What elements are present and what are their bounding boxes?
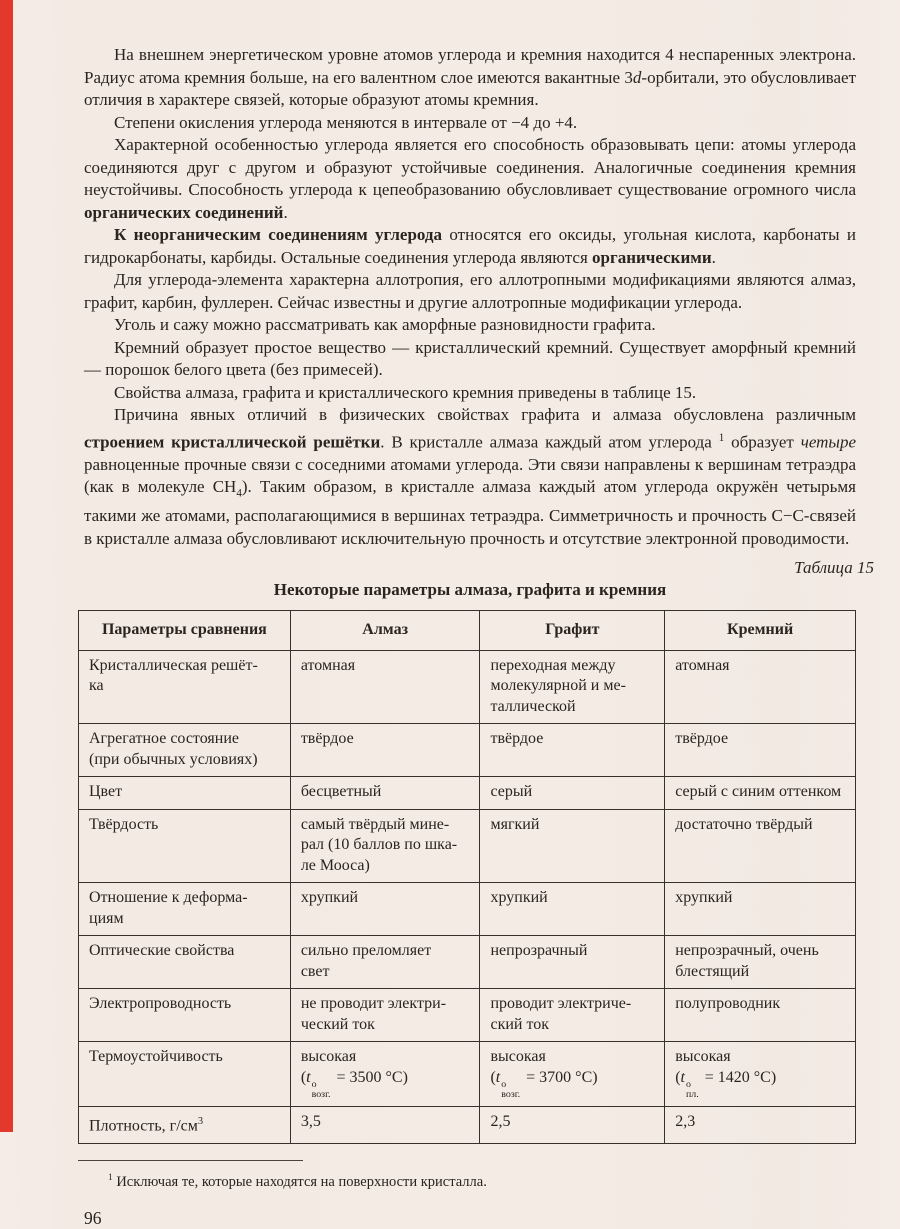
table-cell: сильно преломляет свет	[290, 936, 480, 989]
table-cell: 2,5	[480, 1107, 665, 1144]
table-cell: Термоустойчивость	[79, 1042, 291, 1107]
scan-edge-red-strip	[0, 0, 13, 1132]
page-number: 96	[84, 1207, 102, 1228]
table-cell: хрупкий	[290, 883, 480, 936]
table-row	[79, 809, 856, 883]
paragraph-outer-shell: На внешнем энергетическом уровне атомов углерода и кремния находится 4 неспаренных электрона. Радиус атома кремния больше, на его валентном слое имеются вакантные 3d-орбитали, это обусловливает отличия в характере связей, которые образуют атомы кремния.	[84, 45, 857, 109]
table-cell: мягкий	[480, 809, 665, 883]
table-cell: Кристаллическая решёт- ка	[79, 650, 291, 724]
column-header-diamond: Алмаз	[290, 611, 480, 651]
table-cell: серый	[480, 777, 665, 810]
table-cell: 2,3	[665, 1107, 856, 1144]
table-row	[79, 1107, 856, 1144]
table-label: Таблица 15	[794, 558, 874, 578]
table-cell: хрупкий	[665, 883, 856, 936]
table-cell: твёрдое	[665, 724, 856, 777]
paragraph-silicon: Кремний образует простое вещество — кристаллический кремний. Существует аморфный кремний — порошок белого цвета (без примесей).	[84, 337, 856, 379]
table-cell: серый с синим оттенком	[665, 777, 856, 810]
table-cell: непрозрачный	[480, 936, 665, 989]
paragraph-allotropy: Для углерода-элемента характерна аллотропия, его аллотропными модификациями являются алмаз, графит, карбин, фуллерен. Сейчас известны и другие аллотропные модификации углерода.	[84, 270, 856, 312]
table-cell: твёрдое	[290, 724, 480, 777]
table-header-row	[79, 611, 856, 651]
table-cell: Цвет	[79, 777, 291, 810]
table-cell: Отношение к деформа- циям	[79, 883, 291, 936]
table-cell: высокая (t о возг. = 3500 °C)	[290, 1042, 480, 1107]
table-cell: твёрдое	[480, 724, 665, 777]
table-row	[79, 650, 856, 724]
table-cell: непрозрачный, очень блестящий	[665, 936, 856, 989]
table-cell: 3,5	[290, 1107, 480, 1144]
book-page	[84, 44, 874, 1229]
paragraph-coal-soot: Уголь и сажу можно рассматривать как аморфные разновидности графита.	[114, 315, 656, 334]
table-cell: бесцветный	[290, 777, 480, 810]
column-header-graphite: Графит	[480, 611, 665, 651]
table-row	[79, 724, 856, 777]
table-row	[79, 777, 856, 810]
footnote-divider	[78, 1160, 303, 1161]
table-row	[79, 989, 856, 1042]
table-cell: Твёрдость	[79, 809, 291, 883]
table-cell: высокая (t о возг. = 3700 °C)	[480, 1042, 665, 1107]
paragraph-crystal-lattice: Причина явных отличий в физических свойствах графита и алмаза обусловлена различным строением кристаллической решётки. В кристалле алмаза каждый атом углерода $^1$ образует четыре равноценные прочные связи с соседними атомами углерода. Эти связи направлены к вершинам тетраэдра (как в молекуле $CH_4$). Таким образом, в кристалле алмаза каждый атом углерода окружён четырьмя такими же атомами, располагающимися в вершинах тетраэдра. Симметричность и прочность С−С-связей в кристалле алмаза обусловливают исключительную прочность и отсутствие электронной проводимости.	[84, 405, 856, 548]
table-cell: не проводит электри- ческий ток	[290, 989, 480, 1042]
column-header-silicon: Кремний	[665, 611, 856, 651]
table-row	[79, 883, 856, 936]
paragraph-table-reference: Свойства алмаза, графита и кристаллического кремния приведены в таблице 15.	[114, 382, 697, 402]
paragraph-oxidation-states: Степени окисления углерода меняются в интервале от −4 до +4.	[114, 112, 578, 132]
table-cell: Электропроводность	[79, 989, 291, 1042]
table-cell: Агрегатное состояние (при обычных условиях)	[79, 724, 291, 777]
table-cell: самый твёрдый мине- рал (10 баллов по шка- ле Мооса)	[290, 809, 480, 883]
paragraph-carbon-chains: Характерной особенностью углерода является его способность образовывать цепи: атомы углерода соединяются друг с другом и образуют устойчивые соединения. Аналогичные соединения кремния неустойчивы. Способность углерода к цепеобразованию обусловливает существование огромного числа органических соединений.	[84, 135, 856, 222]
table-cell: Оптические свойства	[79, 936, 291, 989]
table-cell: Плотность, $г/см^3$	[79, 1107, 291, 1144]
column-header-parameters: Параметры сравнения	[79, 611, 291, 651]
paragraph-inorganic-compounds: К неорганическим соединениям углерода относятся его оксиды, угольная кислота, карбонаты и гидрокарбонаты, карбиды. Остальные соединения углерода являются органическими.	[84, 225, 856, 267]
table-cell: проводит электриче- ский ток	[480, 989, 665, 1042]
table-cell: достаточно твёрдый	[665, 809, 856, 883]
comparison-table	[78, 610, 856, 1144]
table-cell: атомная	[665, 650, 856, 724]
article-text	[84, 44, 856, 550]
table-cell: переходная между молекулярной и ме- таллической	[480, 650, 665, 724]
table-cell: высокая (t о пл. = 1420 °C)	[665, 1042, 856, 1107]
table-cell: полупроводник	[665, 989, 856, 1042]
table-row	[79, 1042, 856, 1107]
table-row	[79, 936, 856, 989]
footnote: $^1$ Исключая те, которые находятся на поверхности кристалла.	[108, 1173, 487, 1190]
table-cell: хрупкий	[480, 883, 665, 936]
table-cell: атомная	[290, 650, 480, 724]
table-title: Некоторые параметры алмаза, графита и кремния	[273, 580, 667, 600]
